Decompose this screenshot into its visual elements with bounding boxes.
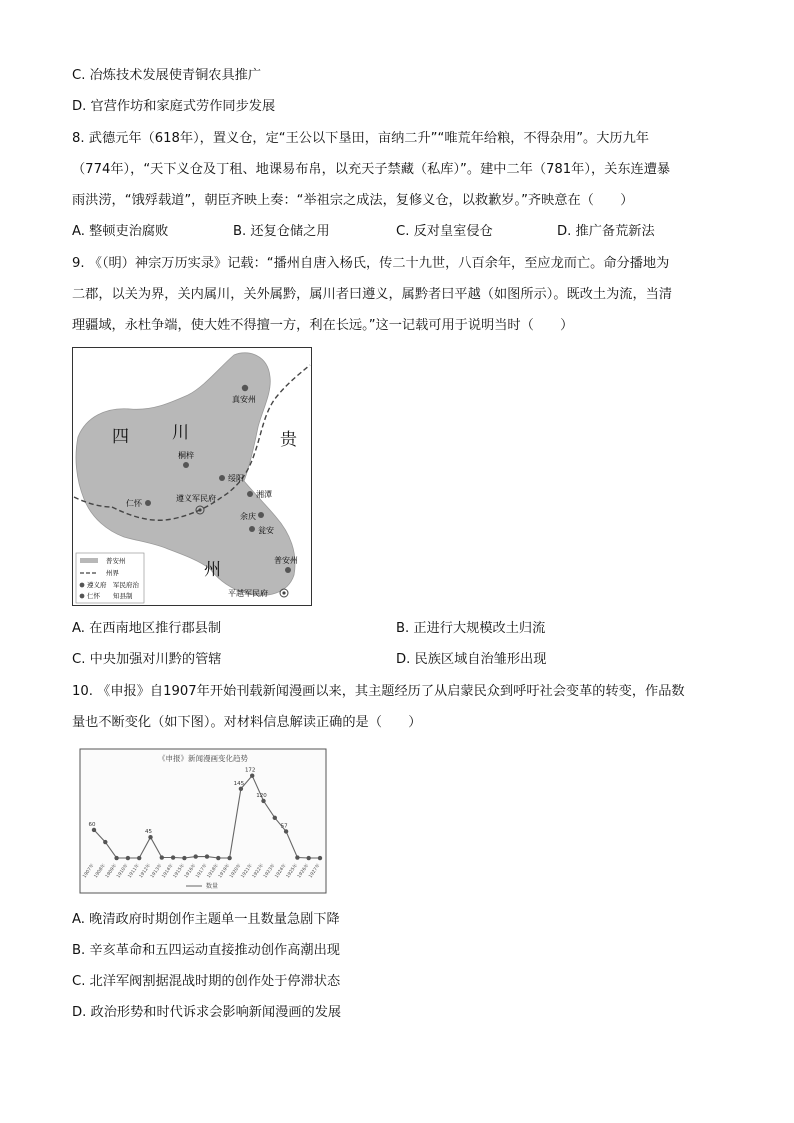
marker-wengan-icon bbox=[249, 526, 255, 532]
chart-data-label: 120 bbox=[256, 792, 267, 799]
q9-stem-line2: 二郡，以关为界，关内属川，关外属黔，属川者曰遵义，属黔者曰平越（如图所示）。既改土为流，当清 bbox=[72, 287, 673, 302]
q7-option-c: C. 冶炼技术发展使青铜农具推广 bbox=[72, 68, 262, 83]
q10-option-c: C. 北洋军阀割据混战时期的创作处于停滞状态 bbox=[72, 974, 341, 989]
chart-tick-label: 1925年 bbox=[285, 863, 300, 880]
place-tongzi: 桐梓 bbox=[178, 451, 194, 460]
legend-border-label: 州界 bbox=[106, 569, 119, 577]
marker-puan-icon bbox=[285, 567, 291, 573]
chart-legend-label: 数量 bbox=[206, 883, 219, 890]
marker-pingyue-center-icon bbox=[282, 591, 285, 594]
chart-point-1908年 bbox=[103, 840, 107, 844]
q10-option-b: B. 辛亥革命和五四运动直接推动创作高潮出现 bbox=[72, 943, 340, 958]
q9-option-a: A. 在西南地区推行郡县制 bbox=[72, 621, 222, 636]
place-pingyue: 平越军民府 bbox=[228, 589, 268, 598]
place-yuqing: 余庆 bbox=[240, 512, 256, 521]
chart-tick-label: 1911年 bbox=[127, 863, 141, 880]
chart-point-1921年 bbox=[250, 774, 254, 778]
place-zunyi: 遵义军民府 bbox=[176, 494, 216, 503]
map-label-zhou: 州 bbox=[204, 560, 221, 580]
chart-tick-label: 1923年 bbox=[263, 863, 277, 880]
chart-tick-label: 1914年 bbox=[161, 863, 175, 880]
map-label-gui: 贵 bbox=[280, 430, 297, 450]
q8-stem-line1: 8. 武德元年（618年），置义仓，定“王公以下垦田，亩纳二升”“唯荒年给粮，不得杂用”。大历九年 bbox=[72, 131, 649, 146]
chart-tick-label: 1907年 bbox=[82, 863, 96, 880]
chart-point-1923年 bbox=[273, 816, 277, 820]
chart-tick-label: 1917年 bbox=[195, 863, 209, 880]
q10-option-d: D. 政治形势和时代诉求会影响新闻漫画的发展 bbox=[72, 1005, 342, 1020]
marker-xiangtan-icon bbox=[247, 491, 253, 497]
marker-tongzi-icon bbox=[183, 462, 189, 468]
q9-option-b: B. 正进行大规模改土归流 bbox=[396, 621, 546, 636]
legend-county-icon bbox=[80, 594, 85, 599]
marker-yuqing-icon bbox=[258, 512, 264, 518]
chart-tick-label: 1924年 bbox=[274, 863, 288, 880]
marker-suiyang-icon bbox=[219, 475, 225, 481]
q9-option-d: D. 民族区域自治雏形出现 bbox=[396, 652, 547, 667]
marker-zunyi-center-icon bbox=[198, 508, 201, 511]
chart-tick-label: 1927年 bbox=[308, 863, 322, 880]
chart-tick-label: 1920年 bbox=[229, 863, 243, 880]
chart-point-1912年 bbox=[148, 835, 152, 839]
q9-stem-line1: 9. 《（明）神宗万历实录》记载：“播州自唐入杨氏，传二十九世，八百余年，至应龙而亡。命分播地为 bbox=[72, 256, 670, 271]
legend-fu-icon bbox=[80, 583, 85, 588]
q8-stem-line2: （774年），“天下义仓及丁租、地课易布帛，以充天子禁藏（私库）”。建中二年（781年），关东连遭暴 bbox=[72, 162, 671, 177]
chart-tick-label: 1918年 bbox=[206, 863, 220, 880]
chart-point-1924年 bbox=[284, 829, 288, 833]
place-suiyang: 绥阳 bbox=[228, 474, 244, 483]
chart-point-1917年 bbox=[205, 854, 209, 858]
q9-stem-line3: 理疆域，永杜争端，使大姓不得擅一方，利在长远。”这一记载可用于说明当时（ ） bbox=[72, 318, 574, 333]
bozhou-map bbox=[72, 347, 312, 606]
chart-tick-label: 1910年 bbox=[116, 863, 130, 880]
map-label-chuan: 川 bbox=[172, 423, 189, 443]
chart-tick-label: 1916年 bbox=[184, 863, 198, 880]
chart-point-1926年 bbox=[307, 856, 311, 860]
place-wengan: 瓮安 bbox=[258, 526, 274, 535]
chart-data-label: 57 bbox=[280, 823, 288, 830]
q8-stem-line3: 雨洪涝，“饿殍载道”，朝臣齐映上奏：“举祖宗之成法，复修义仓，以救歉岁。”齐映意在（ ） bbox=[72, 193, 634, 208]
chart-data-label: 45 bbox=[145, 829, 152, 836]
chart-data-label: 172 bbox=[244, 767, 256, 774]
q10-stem-line2: 量也不断变化（如下图）。对材料信息解读正确的是（ ） bbox=[72, 715, 422, 730]
shenbao-comics-chart bbox=[78, 747, 328, 895]
legend-county-label: 仁怀 知县制 bbox=[87, 592, 133, 600]
chart-tick-label: 1922年 bbox=[251, 863, 266, 880]
q8-option-b: B. 还复仓储之用 bbox=[233, 224, 330, 239]
chart-point-1915年 bbox=[182, 856, 186, 860]
chart-point-1914年 bbox=[171, 855, 175, 859]
chart-point-1918年 bbox=[216, 856, 220, 860]
chart-tick-label: 1919年 bbox=[217, 863, 232, 880]
chart-tick-label: 1912年 bbox=[138, 863, 153, 880]
q8-option-a: A. 整顿吏治腐败 bbox=[72, 224, 169, 239]
marker-zhenan-icon bbox=[242, 385, 248, 391]
chart-tick-label: 1926年 bbox=[297, 863, 311, 880]
marker-renhuai-icon bbox=[145, 500, 151, 506]
q10-option-a: A. 晚清政府时期创作主题单一且数量急剧下降 bbox=[72, 912, 340, 927]
chart-tick-label: 1915年 bbox=[172, 863, 187, 880]
q9-option-c: C. 中央加强对川黔的管辖 bbox=[72, 652, 222, 667]
chart-point-1909年 bbox=[114, 856, 118, 860]
chart-point-1913年 bbox=[160, 855, 164, 859]
q7-option-d: D. 官营作坊和家庭式劳作同步发展 bbox=[72, 99, 276, 114]
place-puan: 普安州 bbox=[274, 556, 298, 565]
chart-point-1911年 bbox=[137, 856, 141, 860]
chart-tick-label: 1913年 bbox=[150, 863, 164, 880]
chart-point-1916年 bbox=[194, 854, 198, 858]
q8-option-c: C. 反对皇室侵仓 bbox=[396, 224, 493, 239]
q10-stem-line1: 10. 《申报》自1907年开始刊载新闻漫画以来，其主题经历了从启蒙民众到呼吁社会变革的转变，作品数 bbox=[72, 684, 685, 699]
legend-area-label: 普安州 bbox=[106, 557, 126, 565]
chart-tick-label: 1908年 bbox=[93, 863, 107, 880]
q8-option-d: D. 推广备荒新法 bbox=[557, 224, 655, 239]
chart-title: 《申报》新闻漫画变化趋势 bbox=[158, 754, 248, 763]
chart-tick-label: 1921年 bbox=[240, 863, 254, 880]
legend-fu-label: 遵义府 军民府治 bbox=[87, 581, 139, 589]
chart-point-1920年 bbox=[239, 787, 243, 791]
chart-data-label: 145 bbox=[233, 780, 245, 787]
chart-point-1925年 bbox=[295, 855, 299, 859]
place-renhuai: 仁怀 bbox=[126, 499, 142, 508]
chart-point-1919年 bbox=[227, 856, 231, 860]
place-zhenan: 真安州 bbox=[232, 395, 256, 404]
legend-area-swatch bbox=[80, 558, 98, 563]
chart-point-1922年 bbox=[261, 799, 265, 803]
chart-point-1907年 bbox=[92, 828, 96, 832]
place-xiangtan: 湘潭 bbox=[256, 490, 272, 499]
chart-point-1910年 bbox=[126, 856, 130, 860]
chart-point-1927年 bbox=[318, 856, 322, 860]
chart-tick-label: 1909年 bbox=[104, 863, 119, 880]
chart-data-label: 60 bbox=[88, 821, 96, 828]
map-label-si: 四 bbox=[112, 427, 129, 447]
